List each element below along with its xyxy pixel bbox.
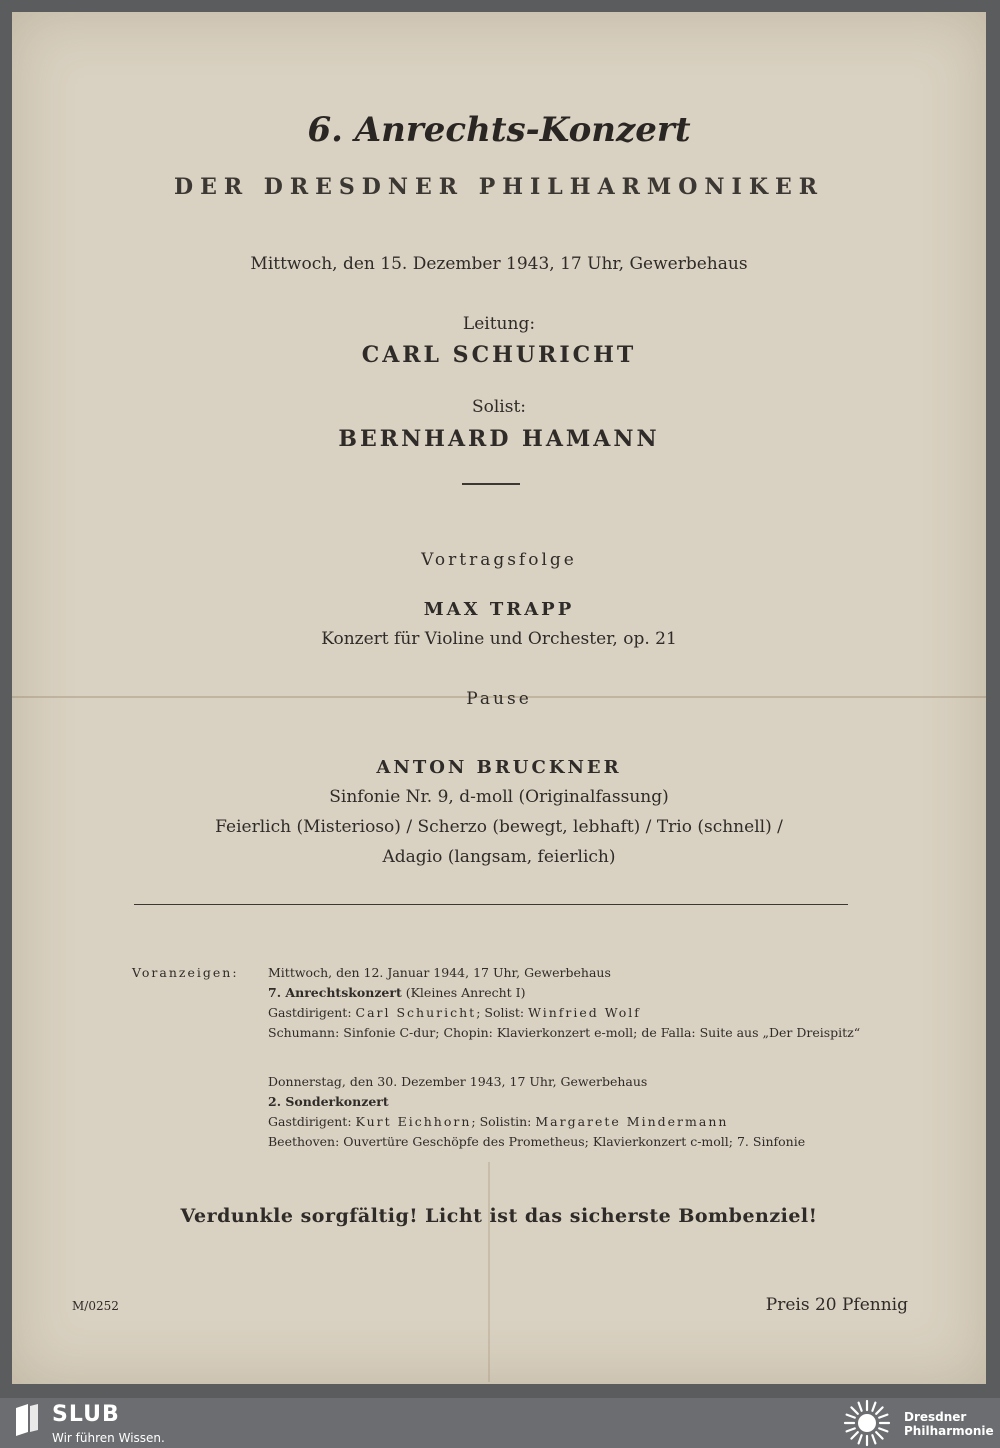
philharmonie-name: Dresdner Philharmonie xyxy=(904,1410,994,1438)
work-bruckner-title: Sinfonie Nr. 9, d-moll (Originalfassung) xyxy=(329,787,669,807)
sonderkonzert-performers: Gastdirigent: Kurt Eichhorn; Solistin: Margarete Mindermann xyxy=(268,1114,729,1129)
work-trapp: Konzert für Violine und Orchester, op. 21 xyxy=(321,629,677,649)
concert-7-conductor: Carl Schuricht xyxy=(355,1005,477,1020)
sonderkonzert-program: Beethoven: Ouvertüre Geschöpfe des Prometheus; Klavierkonzert c-moll; 7. Sinfonie xyxy=(268,1134,806,1149)
blackout-slogan: Verdunkle sorgfältig! Licht ist das sicherste Bombenziel! xyxy=(180,1205,818,1227)
concert-7-date: Mittwoch, den 12. Januar 1944, 17 Uhr, Gewerbehaus xyxy=(268,965,611,980)
solist-label: Solist: xyxy=(471,397,527,417)
slub-book-icon xyxy=(14,1404,40,1436)
concert-7-subscription: (Kleines Anrecht I) xyxy=(401,985,526,1000)
program-sheet xyxy=(12,12,986,1384)
conductor-name: CARL SCHURICHT xyxy=(361,342,637,368)
work-bruckner-movements: Feierlich (Misterioso) / Scherzo (bewegt, lebhaft) / Trio (schnell) / xyxy=(215,817,783,837)
footer-bar xyxy=(0,1398,1000,1448)
concert-7-program: Schumann: Sinfonie C-dur; Chopin: Klavierkonzert e-moll; de Falla: Suite aus „Der Dreispitz“ xyxy=(268,1025,861,1040)
orchestra-name: DER DRESDNER PHILHARMONIKER xyxy=(173,174,825,200)
concert-7-title-line xyxy=(268,983,862,1003)
work-bruckner-adagio: Adagio (langsam, feierlich) xyxy=(382,847,616,867)
concert-7-soloist: Winfried Wolf xyxy=(528,1005,641,1020)
pause-label: Pause xyxy=(466,689,532,709)
price-label: Preis 20 Pfennig xyxy=(765,1295,908,1315)
soloist-name: BERNHARD HAMANN xyxy=(338,426,660,452)
concert-7-title: 7. Anrechtskonzert xyxy=(268,985,402,1000)
announcements-heading: Voranzeigen: xyxy=(132,965,239,980)
slub-name: SLUB xyxy=(52,1402,120,1427)
sonderkonzert-conductor: Kurt Eichhorn xyxy=(355,1114,472,1129)
long-divider xyxy=(134,904,848,905)
slub-tagline: Wir führen Wissen. xyxy=(52,1431,165,1445)
sonderkonzert-date: Donnerstag, den 30. Dezember 1943, 17 Uhr, Gewerbehaus xyxy=(268,1074,648,1089)
composer-trapp: MAX TRAPP xyxy=(423,599,575,620)
sonderkonzert-soloist: Margarete Mindermann xyxy=(535,1114,729,1129)
leitung-label: Leitung: xyxy=(462,314,536,334)
composer-bruckner: ANTON BRUCKNER xyxy=(376,757,622,778)
philharmonie-sun-icon xyxy=(842,1398,892,1448)
concert-date: Mittwoch, den 15. Dezember 1943, 17 Uhr, Gewerbehaus xyxy=(250,254,748,274)
concert-7-performers: Gastdirigent: Carl Schuricht; Solist: Winfried Wolf xyxy=(268,1005,641,1020)
sonderkonzert-title: 2. Sonderkonzert xyxy=(268,1094,389,1109)
announcement-concert-7 xyxy=(268,963,862,1043)
vertical-fold xyxy=(488,1162,490,1382)
short-divider xyxy=(462,483,520,485)
archive-code: M/0252 xyxy=(72,1299,119,1313)
vortragsfolge-heading: Vortragsfolge xyxy=(421,550,577,570)
announcement-sonderkonzert-2 xyxy=(268,1072,862,1152)
concert-title: 6. Anrechts-Konzert xyxy=(307,110,691,150)
